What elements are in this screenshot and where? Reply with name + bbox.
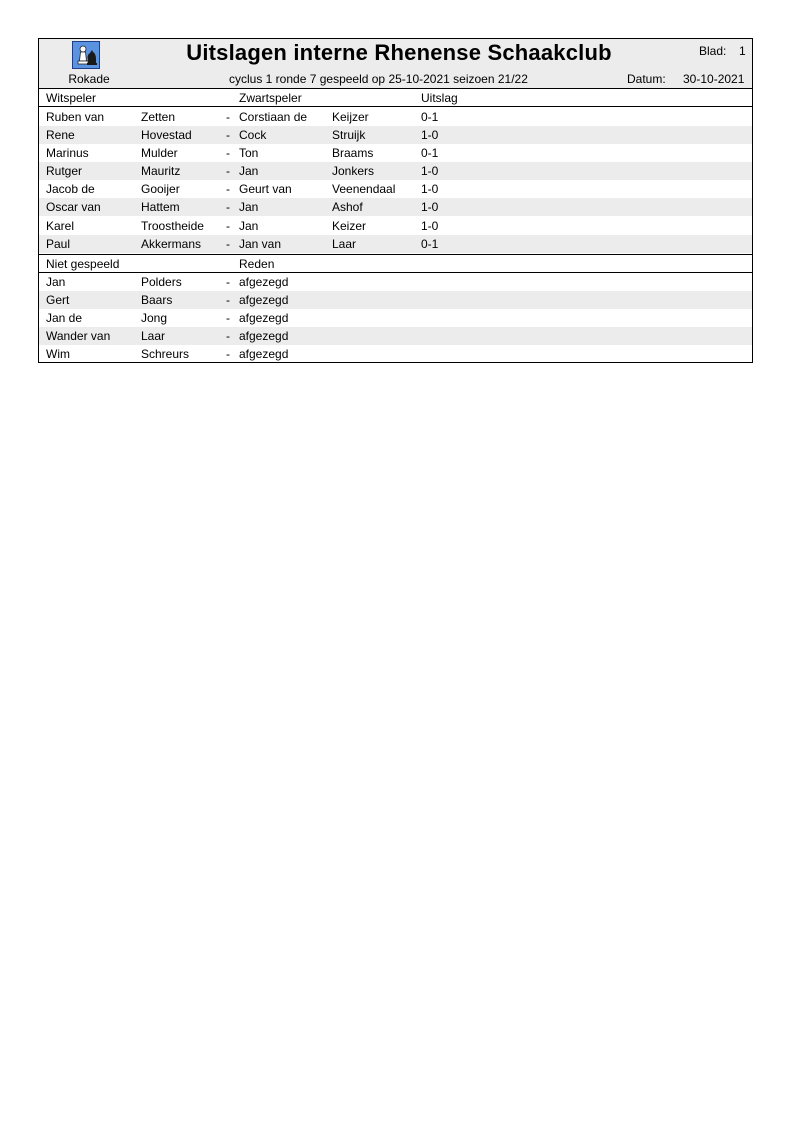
- black-last-name: Laar: [332, 237, 357, 251]
- results-column-headers: [39, 89, 752, 107]
- separator: -: [226, 293, 230, 307]
- player-last-name: Polders: [141, 275, 182, 289]
- separator: -: [226, 128, 230, 142]
- list-item: [39, 345, 752, 363]
- separator: -: [226, 347, 230, 361]
- chess-pieces-icon: [72, 41, 100, 69]
- table-row: [39, 180, 752, 198]
- white-first-name: Paul: [46, 237, 71, 251]
- club-name: Rokade: [68, 72, 110, 86]
- white-first-name: Karel: [46, 219, 75, 233]
- separator: -: [226, 275, 230, 289]
- player-last-name: Baars: [141, 293, 173, 307]
- game-result: 1-0: [421, 219, 439, 233]
- game-result: 1-0: [421, 164, 439, 178]
- white-last-name: Mauritz: [141, 164, 181, 178]
- header-black-player: Zwartspeler: [239, 91, 302, 105]
- player-last-name: Schreurs: [141, 347, 190, 361]
- white-last-name: Akkermans: [141, 237, 202, 251]
- black-last-name: Ashof: [332, 200, 363, 214]
- white-first-name: Rutger: [46, 164, 83, 178]
- separator: -: [226, 146, 230, 160]
- separator: -: [226, 110, 230, 124]
- separator: -: [226, 329, 230, 343]
- black-last-name: Keijzer: [332, 110, 369, 124]
- black-first-name: Jan: [239, 200, 259, 214]
- table-row: [39, 235, 752, 253]
- black-first-name: Corstiaan de: [239, 110, 308, 124]
- table-row: [39, 126, 752, 144]
- game-result: 0-1: [421, 237, 439, 251]
- white-last-name: Zetten: [141, 110, 176, 124]
- absence-reason: afgezegd: [239, 293, 289, 307]
- game-result: 0-1: [421, 146, 439, 160]
- black-first-name: Jan: [239, 219, 259, 233]
- black-last-name: Veenendaal: [332, 182, 396, 196]
- separator: -: [226, 200, 230, 214]
- player-first-name: Gert: [46, 293, 70, 307]
- white-first-name: Jacob de: [46, 182, 95, 196]
- round-info: cyclus 1 ronde 7 gespeeld op 25-10-2021 seizoen 21/22: [229, 72, 528, 86]
- white-last-name: Hattem: [141, 200, 180, 214]
- black-first-name: Jan van: [239, 237, 282, 251]
- white-last-name: Gooijer: [141, 182, 180, 196]
- table-row: [39, 144, 752, 162]
- list-item: [39, 309, 752, 327]
- table-row: [39, 198, 752, 216]
- date-label: Datum:: [627, 72, 666, 86]
- game-result: 1-0: [421, 200, 439, 214]
- sheet-header: [39, 39, 752, 89]
- separator: -: [226, 311, 230, 325]
- player-last-name: Jong: [141, 311, 168, 325]
- black-first-name: Ton: [239, 146, 259, 160]
- header-reason: Reden: [239, 257, 275, 271]
- game-result: 1-0: [421, 182, 439, 196]
- absence-reason: afgezegd: [239, 311, 289, 325]
- white-first-name: Rene: [46, 128, 75, 142]
- white-last-name: Troostheide: [141, 219, 204, 233]
- absence-reason: afgezegd: [239, 347, 289, 361]
- page-title: Uitslagen interne Rhenense Schaakclub: [186, 40, 612, 65]
- white-last-name: Mulder: [141, 146, 178, 160]
- game-result: 1-0: [421, 128, 439, 142]
- black-last-name: Keizer: [332, 219, 367, 233]
- results-sheet: [38, 38, 753, 363]
- list-item: [39, 273, 752, 291]
- game-result: 0-1: [421, 110, 439, 124]
- separator: -: [226, 182, 230, 196]
- black-first-name: Geurt van: [239, 182, 292, 196]
- header-not-played: Niet gespeeld: [46, 257, 120, 271]
- table-row: [39, 108, 752, 126]
- separator: -: [226, 237, 230, 251]
- white-first-name: Marinus: [46, 146, 89, 160]
- black-first-name: Cock: [239, 128, 267, 142]
- separator: -: [226, 164, 230, 178]
- player-first-name: Wim: [46, 347, 70, 361]
- player-first-name: Jan de: [46, 311, 83, 325]
- black-last-name: Braams: [332, 146, 374, 160]
- absent-column-headers: [39, 254, 752, 273]
- black-last-name: Struijk: [332, 128, 366, 142]
- date-value: 30-10-2021: [683, 72, 745, 86]
- list-item: [39, 327, 752, 345]
- separator: -: [226, 219, 230, 233]
- absence-reason: afgezegd: [239, 329, 289, 343]
- header-result: Uitslag: [421, 91, 458, 105]
- white-first-name: Ruben van: [46, 110, 105, 124]
- player-first-name: Jan: [46, 275, 66, 289]
- black-last-name: Jonkers: [332, 164, 375, 178]
- absence-reason: afgezegd: [239, 275, 289, 289]
- header-white-player: Witspeler: [46, 91, 97, 105]
- white-last-name: Hovestad: [141, 128, 192, 142]
- white-first-name: Oscar van: [46, 200, 101, 214]
- player-last-name: Laar: [141, 329, 166, 343]
- black-first-name: Jan: [239, 164, 259, 178]
- player-first-name: Wander van: [46, 329, 111, 343]
- page-number: 1: [739, 44, 746, 58]
- table-row: [39, 162, 752, 180]
- list-item: [39, 291, 752, 309]
- table-row: [39, 217, 752, 235]
- page-label: Blad:: [699, 44, 727, 58]
